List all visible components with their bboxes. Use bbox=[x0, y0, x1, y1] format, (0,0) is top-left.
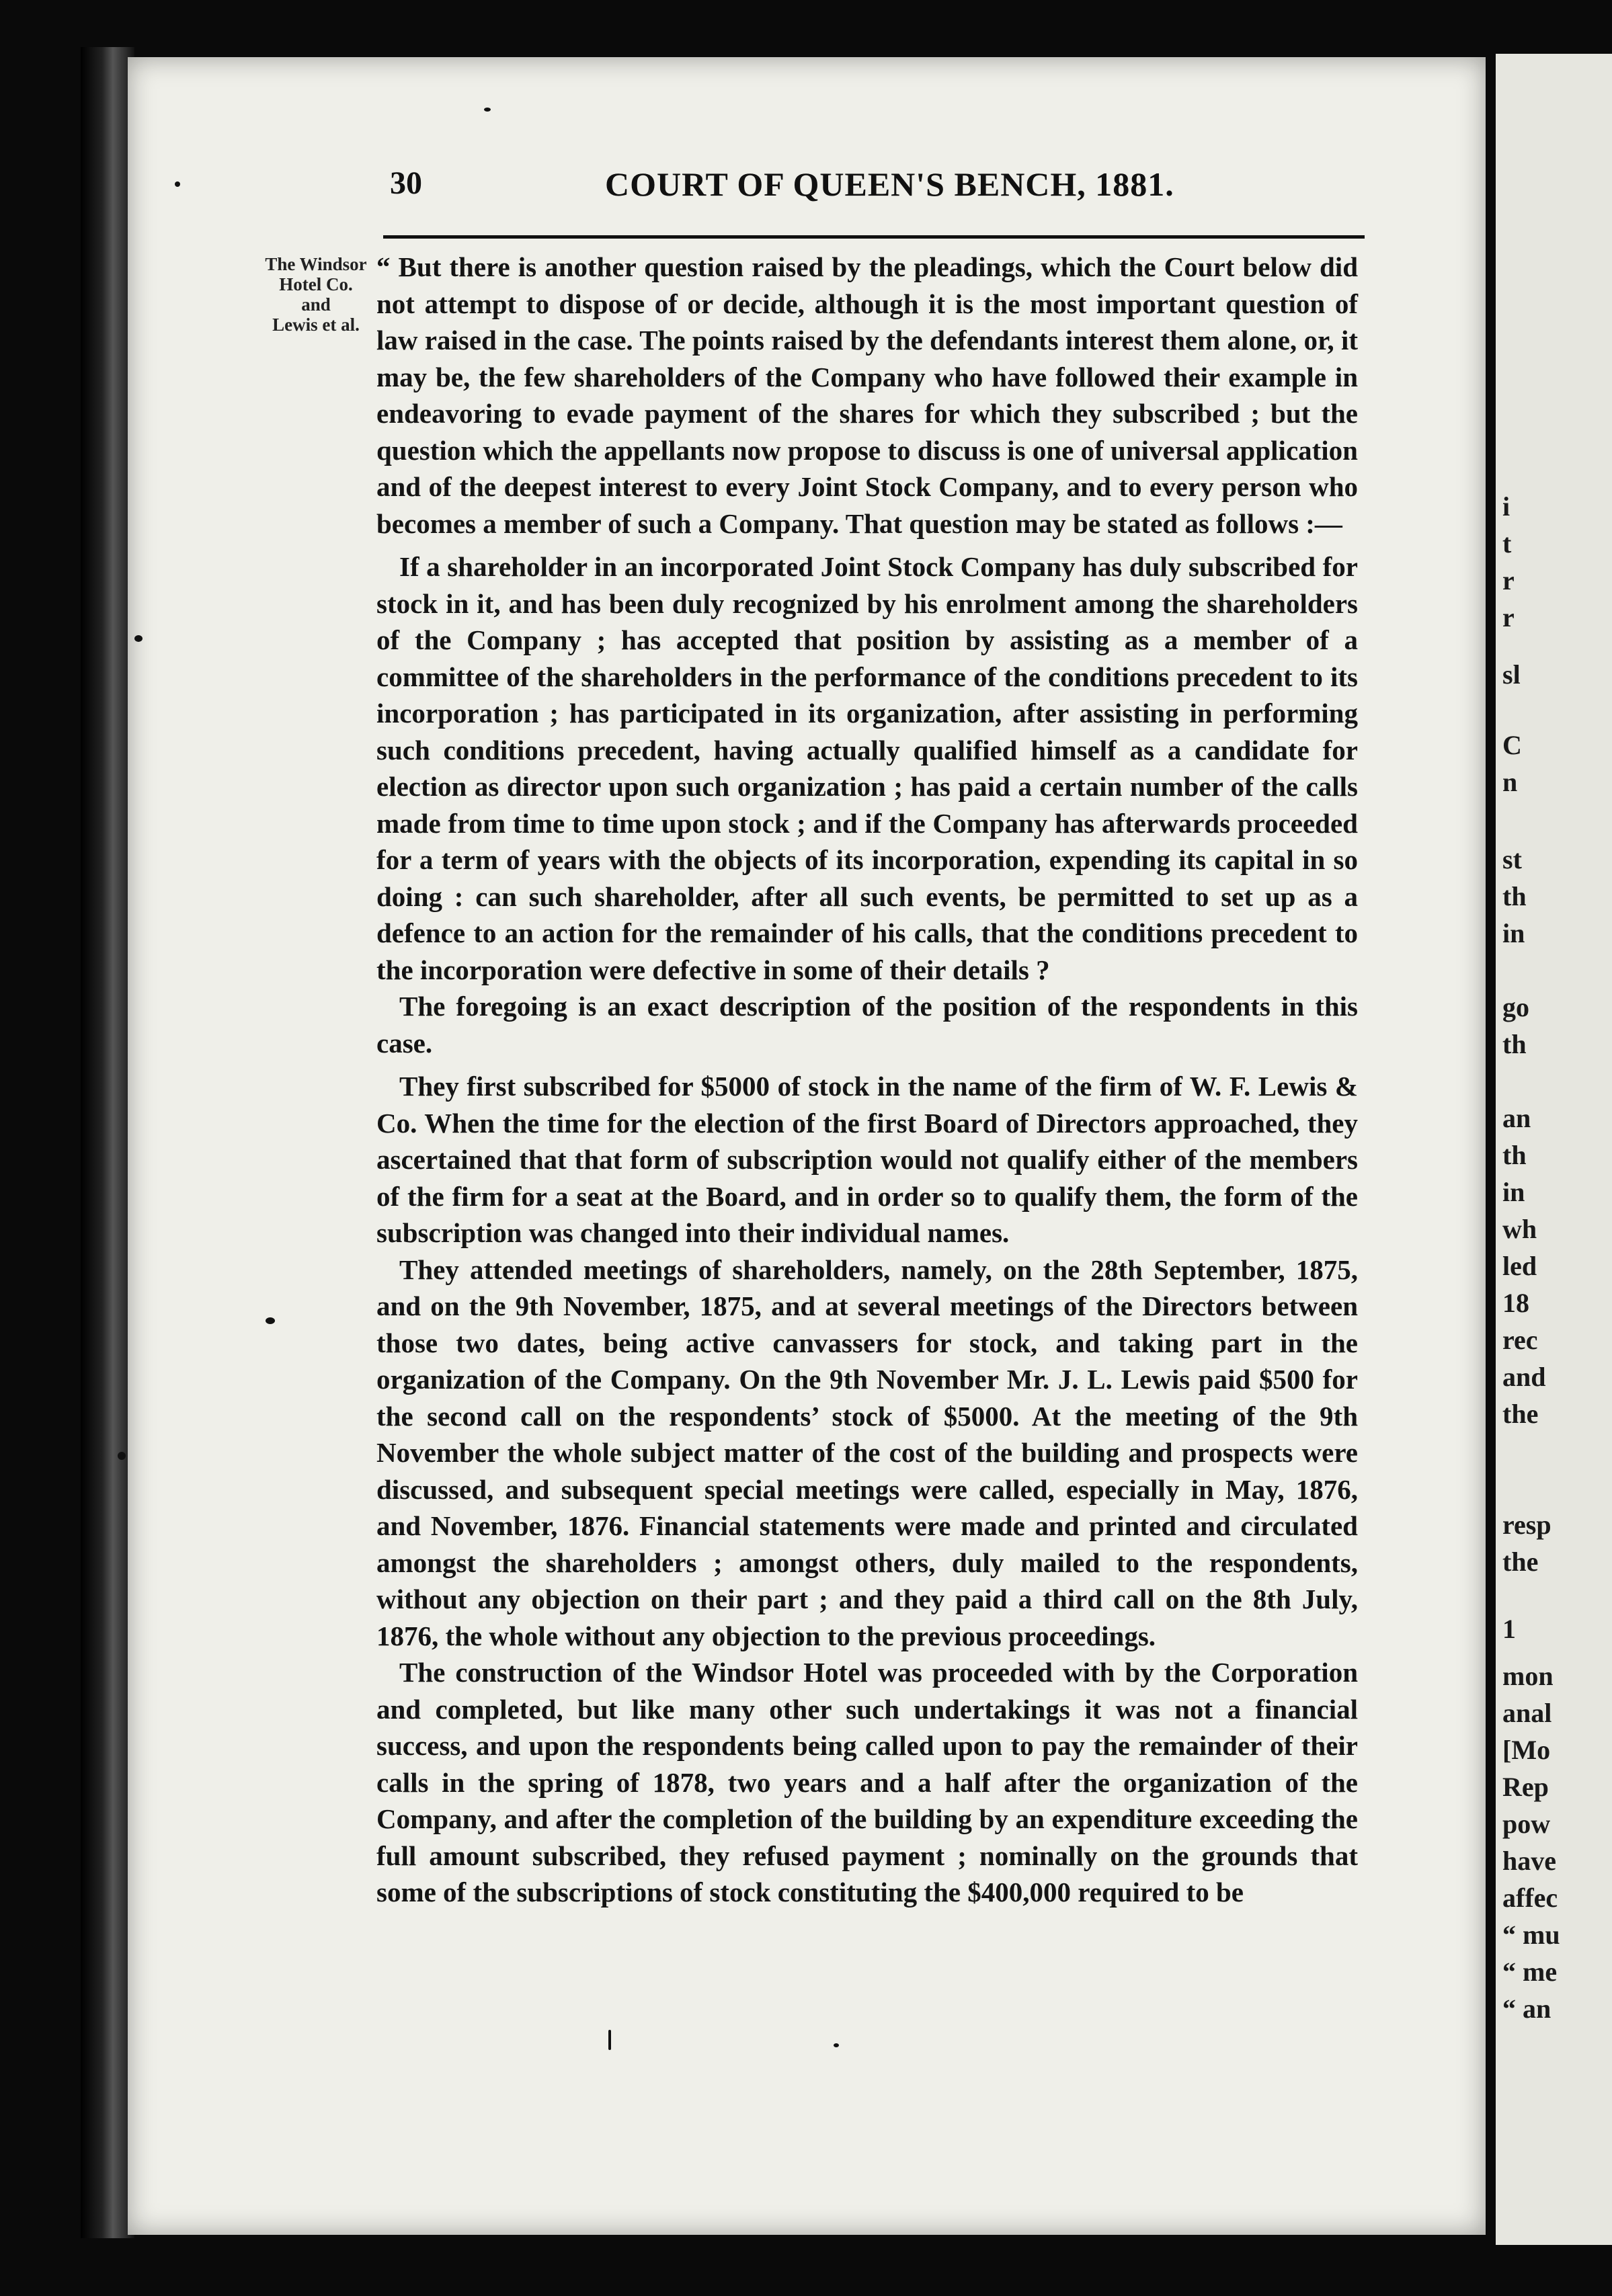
fragment-text: st bbox=[1502, 844, 1522, 874]
paragraph: The construction of the Windsor Hotel was proceeded with by the Corporation and completed, but like many other such undertakings it was not a financial success, and upon the respondents being called upon to pay the remainder of their calls in the spring of 1878, two years and a half after the organization of the Company, and after the completion of the building by an expenditure exceeding the full amount subscribed, they refused payment ; nominally on the grounds that some of the subscriptions of stock constituting the $400,000 required to be bbox=[376, 1657, 1358, 1908]
fragment-text: sl bbox=[1502, 659, 1521, 690]
scan-speck bbox=[834, 2043, 839, 2047]
book-gutter-edge bbox=[81, 47, 134, 2238]
fragment-text: r bbox=[1502, 602, 1515, 632]
fragment-text: 18 bbox=[1502, 1288, 1529, 1318]
fragment-text: resp bbox=[1502, 1510, 1551, 1540]
sidenote-line: Hotel Co. bbox=[279, 274, 353, 294]
sidenote-line: and bbox=[301, 294, 331, 315]
fragment-text: “ me bbox=[1502, 1957, 1558, 1987]
paragraph: If a shareholder in an incorporated Joint Stock Company has duly subscribed for stock in it, and has been duly recognized by his enrolment among the shareholders of the Company ; has accepted that position by assisting as a member of a committee of the shareholders in the performance of the conditions precedent to its incorporation ; has participated in its organization, after assisting in performing such conditions precedent, having actually qualified himself as a candidate for election as director upon such organization ; has paid a certain number of the calls made from time to time upon stock ; and if the Company has afterwards proceeded for a term of years with the objects of its incorporation, expending its capital in so doing : can such shareholder, after all such events, be permitted to set up as a defence to an action for the remainder of his calls, that the conditions precedent to the incorporation were defective in some of their details ? bbox=[376, 551, 1358, 985]
fragment-text: t bbox=[1502, 528, 1512, 559]
fragment-text: in bbox=[1502, 918, 1525, 948]
fragment-text: the bbox=[1502, 1399, 1539, 1429]
fragment-text: n bbox=[1502, 767, 1518, 797]
fragment-text: mon bbox=[1502, 1661, 1554, 1691]
scan-speck bbox=[134, 635, 143, 642]
fragment-text: led bbox=[1502, 1251, 1537, 1281]
margin-sidenote bbox=[245, 254, 387, 335]
sidenote-line: Lewis et al. bbox=[272, 315, 360, 335]
fragment-text: th bbox=[1502, 881, 1527, 911]
fragment-text: anal bbox=[1502, 1698, 1552, 1728]
scan-speck bbox=[266, 1317, 275, 1324]
paragraph: They attended meetings of shareholders, namely, on the 28th September, 1875, and on the 9th November, 1875, and at several meetings of the Directors between those two dates, being active canvassers for stock, and taking part in the organization of the Company. On the 9th November Mr. J. L. Lewis paid $500 for the second call on the respondents’ stock of $5000. At the meeting of the 9th November the whole subject matter of the cost of the building and prospects were discussed, and subsequent special meetings were called, especially in May, 1876, and November, 1876. Financial statements were made and printed and circulated amongst the shareholders ; amongst others, duly mailed to the respondents, without any objection on their part ; and they paid a third call on the 8th July, 1876, the whole without any objection to the previous proceedings. bbox=[376, 1254, 1358, 1651]
paragraph: They first subscribed for $5000 of stock in the name of the firm of W. F. Lewis & Co. When the time for the election of the first Board of Directors approached, they ascertained that that form of subscription would not qualify either of the members of the firm for a seat at the Board, and in order so to qualify them, the form of the subscription was changed into their individual names. bbox=[376, 1071, 1358, 1248]
page-header bbox=[390, 165, 1365, 218]
fragment-text: have bbox=[1502, 1846, 1556, 1876]
fragment-text: the bbox=[1502, 1547, 1539, 1577]
fragment-text: 1 bbox=[1502, 1614, 1516, 1644]
fragment-text: i bbox=[1502, 491, 1510, 522]
fragment-text: affec bbox=[1502, 1883, 1558, 1913]
scan-speck bbox=[484, 108, 491, 112]
adjacent-page-fragment bbox=[1496, 54, 1612, 2245]
fragment-text: [Mo bbox=[1502, 1735, 1551, 1765]
fragment-text: th bbox=[1502, 1140, 1527, 1170]
fragment-text: rec bbox=[1502, 1325, 1538, 1355]
fragment-text: and bbox=[1502, 1362, 1546, 1392]
fragment-text: “ mu bbox=[1502, 1920, 1560, 1950]
paragraph: “ But there is another question raised by the pleadings, which the Court below did not attempt to dispose of or decide, although it is the most important question of law raised in the case. The points raised by the defendants interest them alone, or, it may be, the few shareholders of the Company who have followed their example in endeavoring to evade payment of the shares for which they subscribed ; but the question which the appellants now propose to discuss is one of universal application and of the deepest interest to every Joint Stock Company, and to every person who becomes a member of such a Company. That question may be stated as follows :— bbox=[376, 251, 1358, 539]
fragment-text: r bbox=[1502, 565, 1515, 596]
fragment-text: in bbox=[1502, 1177, 1525, 1207]
scan-speck bbox=[118, 1452, 126, 1460]
paragraph: The foregoing is an exact description of the position of the respondents in this case. bbox=[376, 991, 1358, 1059]
fragment-text: go bbox=[1502, 992, 1529, 1022]
sidenote-line: The Windsor bbox=[265, 254, 367, 274]
fragment-text: Rep bbox=[1502, 1772, 1549, 1802]
fragment-text: an bbox=[1502, 1103, 1531, 1133]
fragment-text: pow bbox=[1502, 1809, 1551, 1839]
scan-speck bbox=[608, 2030, 611, 2050]
fragment-text: th bbox=[1502, 1029, 1527, 1059]
fragment-text: C bbox=[1502, 730, 1522, 760]
fragment-text: “ an bbox=[1502, 1994, 1551, 2024]
page-number: 30 bbox=[390, 165, 422, 201]
running-head: COURT OF QUEEN'S BENCH, 1881. bbox=[605, 165, 1174, 203]
header-rule bbox=[383, 235, 1365, 239]
fragment-text: wh bbox=[1502, 1214, 1537, 1244]
scan-speck bbox=[175, 181, 180, 187]
body-text bbox=[376, 249, 1358, 1911]
